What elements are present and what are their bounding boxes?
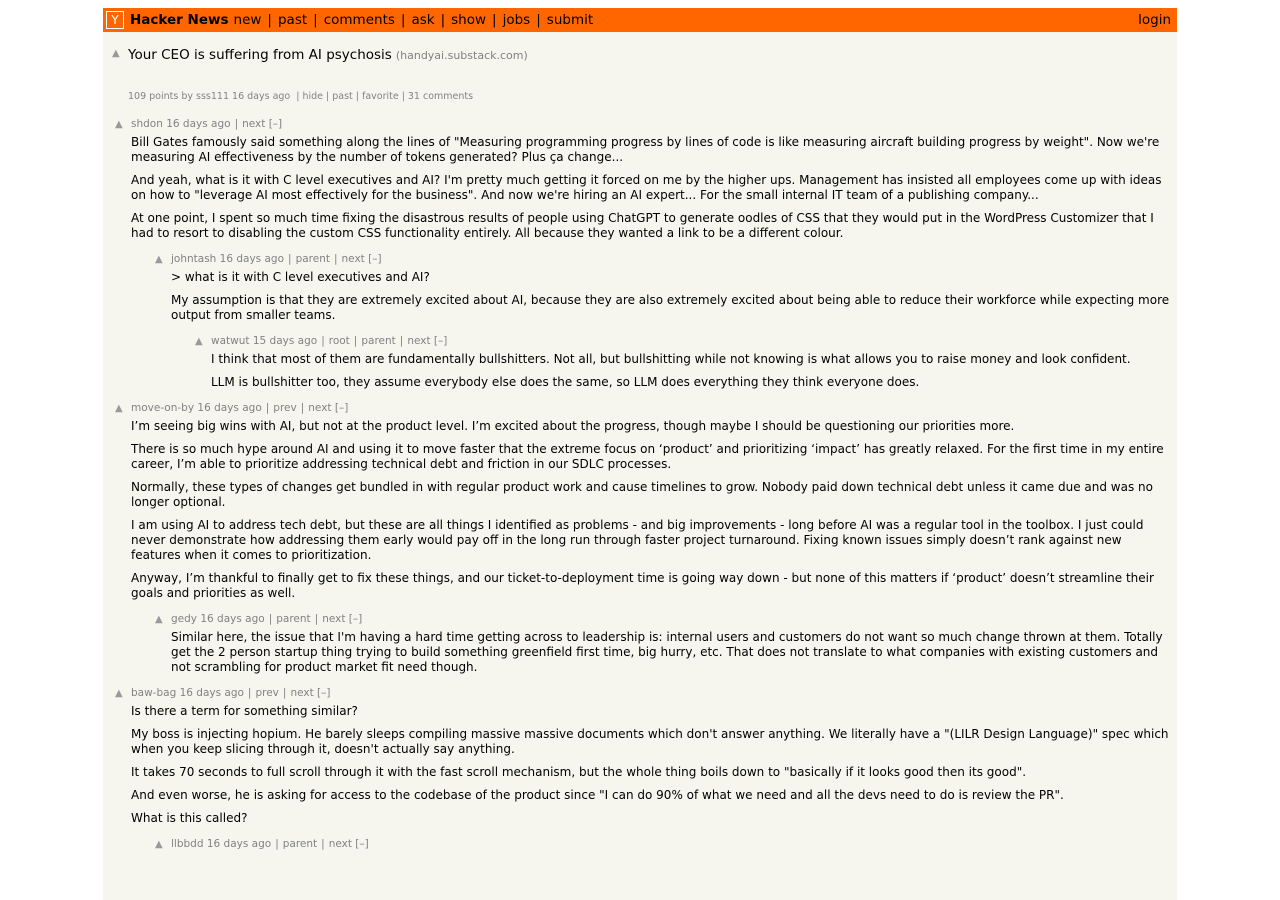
- nav-link-submit[interactable]: submit: [546, 12, 594, 28]
- comment-nav-link[interactable]: next [–]: [290, 687, 331, 699]
- comment: [103, 116, 1177, 241]
- comment-nav-link[interactable]: parent: [282, 838, 318, 850]
- y-logo[interactable]: Y: [106, 11, 124, 29]
- comment-nav-link[interactable]: parent: [295, 253, 330, 265]
- comment-nav-link[interactable]: next [–]: [328, 838, 369, 850]
- comment-paragraph: > what is it with C level executives and AI?: [171, 270, 430, 284]
- story-site[interactable]: (handyai.substack.com): [395, 49, 528, 62]
- nav-separator: |: [267, 12, 272, 28]
- comment-body: [171, 270, 1173, 323]
- comment: [103, 251, 1177, 323]
- comment-nav-link[interactable]: next [–]: [407, 335, 448, 347]
- story-title[interactable]: Your CEO is suffering from AI psychosis: [128, 47, 392, 63]
- subtext-separator: |: [326, 91, 330, 102]
- story-action-link[interactable]: favorite: [361, 91, 399, 102]
- site-name[interactable]: Hacker News: [130, 12, 229, 28]
- comment-header-separator: |: [275, 838, 279, 850]
- comment: [103, 400, 1177, 601]
- comment: [103, 836, 1177, 852]
- comment-nav-link[interactable]: next [–]: [308, 402, 349, 414]
- comment-header-separator: |: [353, 335, 358, 347]
- upvote-arrow-icon[interactable]: ▲: [155, 614, 163, 625]
- comment-author-age[interactable]: watwut 15 days ago: [211, 335, 318, 347]
- comment-header: [171, 251, 1173, 267]
- comment-paragraph: Anyway, I’m thankful to finally get to fix these things, and our ticket-to-deployment time is going way down - but none of this matters if ‘product’ doesn’t streamline their goals and priorities as well.: [131, 571, 1154, 600]
- comment-nav-link[interactable]: next [–]: [322, 613, 363, 625]
- comment-paragraph: My boss is injecting hopium. He barely sleeps compiling massive massive documents which don't answer anything. We literally have a "(LILR Design Language)" spec which when you keep slicing through it, doesn't actually say anything.: [131, 727, 1169, 756]
- nav-separator: |: [492, 12, 497, 28]
- comment-nav-link[interactable]: prev: [273, 402, 297, 414]
- comment-nav-link[interactable]: next [–]: [242, 118, 283, 130]
- comment-author-age[interactable]: shdon 16 days ago: [131, 118, 231, 130]
- comment-body: [131, 704, 1173, 826]
- comment-paragraph: Similar here, the issue that I'm having a hard time getting across to leadership is: internal users and customers do not want so much change thrown at them. Totally get the 2 person startup thing trying to build something greenfield first time, big hurry, etc. That does not translate to what companies with existing customers and not scrambling for product market fit need though.: [171, 630, 1163, 674]
- comment-nav-link[interactable]: next [–]: [341, 253, 382, 265]
- comment-header-separator: |: [288, 253, 292, 265]
- comment-paragraph: My assumption is that they are extremely excited about AI, because they are also extremely excited about being able to reduce their workforce while expecting more output from smaller teams.: [171, 293, 1170, 322]
- comment-header-separator: |: [265, 402, 270, 414]
- comment-header-separator: |: [300, 402, 305, 414]
- upvote-arrow-icon[interactable]: ▲: [115, 688, 123, 699]
- story-points: 109 points by sss111 16 days ago: [128, 91, 291, 102]
- comment-author-age[interactable]: baw-bag 16 days ago: [131, 687, 244, 699]
- comment-author-age[interactable]: johntash 16 days ago: [171, 253, 285, 265]
- comment-paragraph: Is there a term for something similar?: [131, 704, 358, 718]
- comment-header-separator: |: [314, 613, 319, 625]
- comment-header-separator: |: [247, 687, 252, 699]
- story-action-link[interactable]: past: [332, 91, 353, 102]
- top-nav: [234, 8, 594, 32]
- comment-paragraph: Bill Gates famously said something along the lines of "Measuring programming progress by lines of code is like measuring aircraft building progress by weight". Now we're measuring AI effectiveness by the number of tokens generated? Plus ça change...: [131, 135, 1160, 164]
- nav-link-new[interactable]: new: [233, 12, 262, 28]
- upvote-arrow-icon[interactable]: ▲: [195, 336, 203, 347]
- comment-body: [131, 419, 1173, 601]
- comment-paragraph: I’m seeing big wins with AI, but not at the product level. I’m excited about the progress, though maybe I should be questioning our priorities more.: [131, 419, 1015, 433]
- subtext-separator: |: [296, 91, 300, 102]
- comment-header: [171, 611, 1173, 627]
- comment-body: [171, 630, 1173, 675]
- comment-paragraph: There is so much hype around AI and using it to move faster that the extreme focus on ‘product’ and prioritizing ‘impact’ has greatly relaxed. For the first time in my entire career, I’m able to prioritize addressing technical debt and friction in our SDLC processes.: [131, 442, 1164, 471]
- subtext-separator: |: [401, 91, 405, 102]
- comment-nav-link[interactable]: root: [328, 335, 350, 347]
- story: [103, 32, 1177, 116]
- nav-separator: |: [313, 12, 318, 28]
- nav-link-comments[interactable]: comments: [323, 12, 395, 28]
- nav-link-show[interactable]: show: [451, 12, 487, 28]
- comment-paragraph: It takes 70 seconds to full scroll through it with the fast scroll mechanism, but the whole thing boils down to "basically if it looks good then its good".: [131, 765, 1027, 779]
- story-action-link[interactable]: hide: [302, 91, 324, 102]
- comment-header: [171, 836, 1173, 852]
- comment: [103, 611, 1177, 675]
- comment-header: [131, 400, 1173, 416]
- nav-link-ask[interactable]: ask: [411, 12, 435, 28]
- subtext-separator: |: [355, 91, 359, 102]
- upvote-arrow-icon[interactable]: ▲: [115, 403, 123, 414]
- comment-author-age[interactable]: gedy 16 days ago: [171, 613, 265, 625]
- comment-paragraph: Normally, these types of changes get bundled in with regular product work and cause timelines to grow. Nobody paid down technical debt unless it came due and was no longer optional.: [131, 480, 1153, 509]
- comment-nav-link[interactable]: prev: [255, 687, 279, 699]
- comment-header: [131, 685, 1173, 701]
- upvote-arrow-icon[interactable]: ▲: [155, 254, 163, 265]
- comment-nav-link[interactable]: parent: [361, 335, 396, 347]
- story-subtext: [128, 91, 473, 102]
- comment-body: [131, 135, 1173, 241]
- comment-tree: [103, 116, 1177, 852]
- upvote-arrow-icon[interactable]: ▲: [155, 839, 163, 850]
- comment-header: [211, 333, 1173, 349]
- comment-body: [211, 352, 1173, 390]
- comment-header-separator: |: [399, 335, 404, 347]
- upvote-arrow-icon[interactable]: ▲: [115, 119, 123, 130]
- hn-main: [103, 8, 1177, 900]
- comment-paragraph: I am using AI to address tech debt, but these are all things I identified as problems - and big improvements - long before AI was a regular tool in the toolbox. I just could never demonstrate how addressing them early would pay off in the long run through faster project turnaround. Fixing known issues simply doesn’t rank against new features when it comes to prioritization.: [131, 518, 1144, 562]
- comment-paragraph: At one point, I spent so much time fixing the disastrous results of people using ChatGPT to generate oodles of CSS that they would put in the WordPress Customizer that I had to resort to disabling the custom CSS functionality entirely. All because they wanted a link to be a different colour.: [131, 211, 1154, 240]
- comment-header-separator: |: [321, 838, 325, 850]
- comment-header-separator: |: [321, 335, 325, 347]
- nav-link-jobs[interactable]: jobs: [502, 12, 531, 28]
- comment-author-age[interactable]: llbbdd 16 days ago: [171, 838, 272, 850]
- upvote-arrow-icon[interactable]: ▲: [112, 48, 120, 59]
- top-bar: [103, 8, 1177, 32]
- story-action-link[interactable]: 31 comments: [407, 91, 474, 102]
- comment-header-separator: |: [268, 613, 273, 625]
- comment-paragraph: And yeah, what is it with C level executives and AI? I'm pretty much getting it forced on me by the higher ups. Management has insisted all employees come up with ideas on how to "leverage AI most effectively for the business". And now we're hiring an AI expert... For the small internal IT team of a publishing company...: [131, 173, 1162, 202]
- nav-separator: |: [536, 12, 541, 28]
- comment-header-separator: |: [333, 253, 338, 265]
- login-link[interactable]: login: [1138, 12, 1171, 28]
- story-title-row: [128, 47, 528, 63]
- comment-header-separator: |: [234, 118, 239, 130]
- comment-header: [131, 116, 1173, 132]
- nav-separator: |: [400, 12, 406, 28]
- comment-header-separator: |: [282, 687, 287, 699]
- comment: [103, 685, 1177, 826]
- comment-paragraph: And even worse, he is asking for access to the codebase of the product since "I can do 90% of what we need and all the devs need to do is review the PR".: [131, 788, 1064, 802]
- comment: [103, 333, 1177, 390]
- nav-separator: |: [440, 12, 446, 28]
- comment-paragraph: What is this called?: [131, 811, 248, 825]
- comment-nav-link[interactable]: parent: [276, 613, 311, 625]
- comment-paragraph: I think that most of them are fundamentally bullshitters. Not all, but bullshitting while not knowing is what allows you to raise money and look confident.: [211, 352, 1131, 366]
- nav-link-past[interactable]: past: [277, 12, 308, 28]
- comment-paragraph: LLM is bullshitter too, they assume everybody else does the same, so LLM does everything they think everyone does.: [211, 375, 920, 389]
- comment-author-age[interactable]: move-on-by 16 days ago: [131, 402, 262, 414]
